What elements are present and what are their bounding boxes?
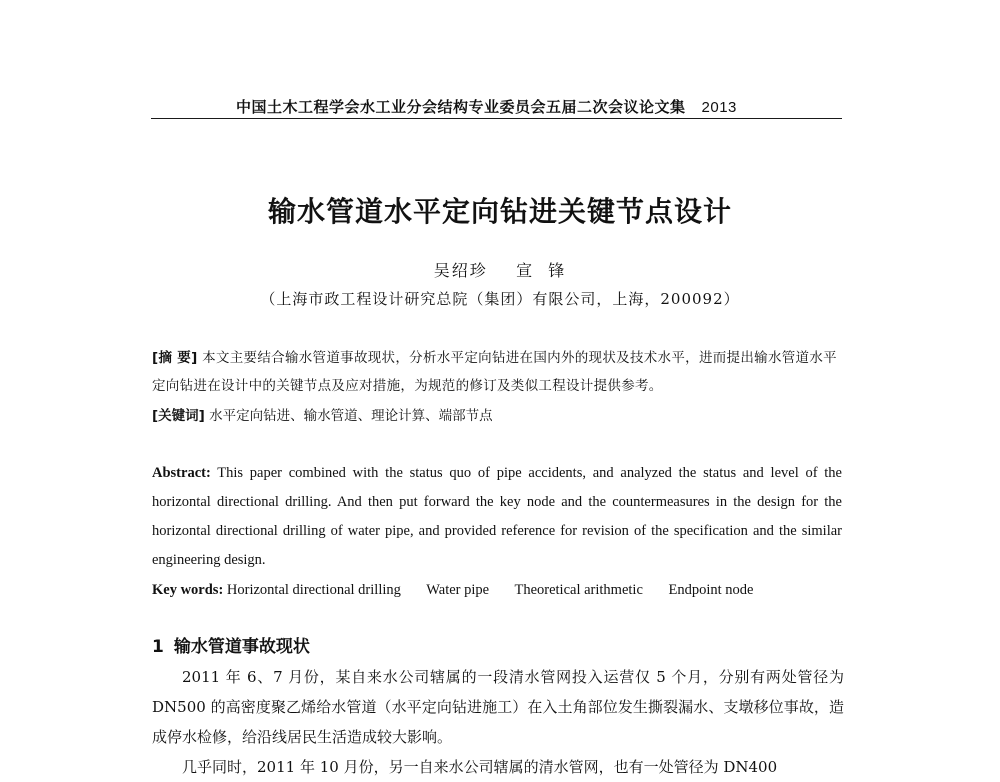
section-number: 1 [152, 637, 164, 657]
journal-name: 中国土木工程学会水工业分会结构专业委员会五届二次会议论文集 [236, 98, 686, 116]
keywords-english-label: Key words: [152, 582, 224, 598]
abstract-english-text: This paper combined with the status quo of pipe accidents, and analyzed the status and level of the horizontal directional drilling. And then put forward the key node and the countermeasures in the design for the horizontal directional drilling of water pipe, and provided reference for revision of the specification and the similar engineering design. [152, 465, 842, 568]
keywords-chinese-text: 水平定向钻进、输水管道、理论计算、端部节点 [209, 408, 493, 424]
section-title: 输水管道事故现状 [173, 637, 310, 657]
keyword-english: Water pipe [426, 582, 490, 598]
keywords-chinese-label: [关键词] [152, 408, 205, 424]
abstract-english-label: Abstract: [152, 465, 211, 481]
abstract-chinese [152, 344, 847, 400]
journal-year: 2013 [701, 99, 737, 116]
running-header [236, 96, 737, 117]
keywords-chinese [152, 402, 847, 430]
header-rule [151, 118, 842, 119]
abstract-chinese-text: 本文主要结合输水管道事故现状，分析水平定向钻进在国内外的现状及技术水平，进而提出输水管道水平定向钻进在设计中的关键节点及应对措施，为规范的修订及类似工程设计提供参考。 [152, 350, 837, 394]
paper-title: 输水管道水平定向钻进关键节点设计 [267, 195, 732, 228]
body-paragraph: 2011 年 6、7 月份，某自来水公司辖属的一段清水管网投入运营仅 5 个月，分别有两处管径为 DN500 的高密度聚乙烯给水管道（水平定向钻进施工）在入土角部位发生撕裂漏水、支墩移位事故，造成停水检修，给沿线居民生活造成较大影响。 [152, 668, 844, 746]
section-body [152, 662, 844, 782]
section-heading [152, 632, 310, 657]
body-paragraph: 几乎同时，2011 年 10 月份，另一自来水公司辖属的清水管网，也有一处管径为 DN400 [182, 758, 778, 776]
authors: 吴绍珍 宣 锋 [433, 261, 567, 280]
abstract-english [152, 459, 842, 575]
keywords-english [152, 576, 842, 605]
abstract-chinese-label: [摘 要] [152, 350, 198, 366]
keyword-english: Theoretical arithmetic [514, 582, 643, 598]
keyword-english: Horizontal directional drilling [226, 582, 401, 598]
keyword-english: Endpoint node [668, 582, 754, 598]
affiliation: （上海市政工程设计研究总院（集团）有限公司，上海，200092） [260, 290, 740, 308]
